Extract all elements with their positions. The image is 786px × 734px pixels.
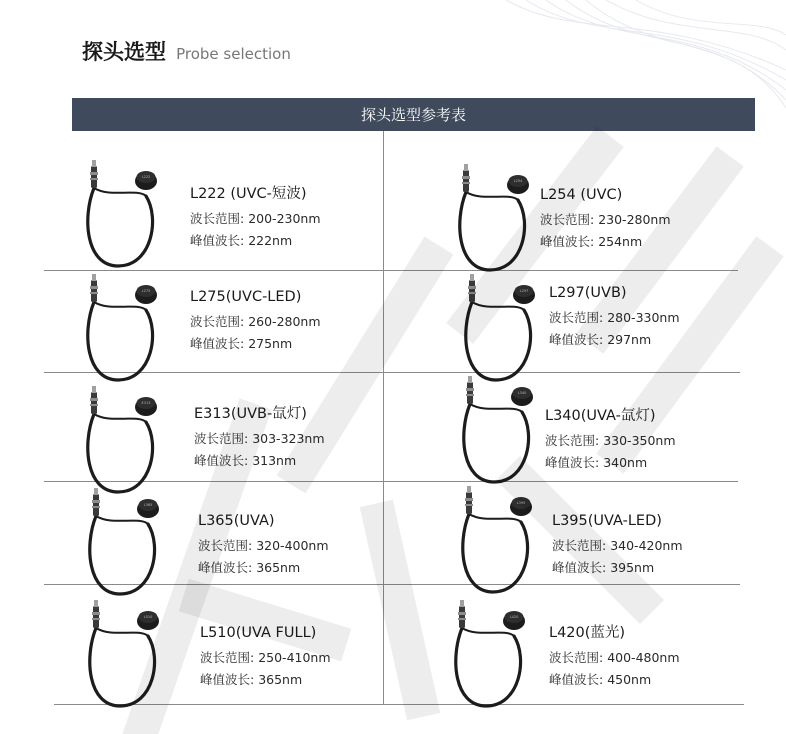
probe-image: [448, 598, 528, 710]
svg-text:E313: E313: [141, 401, 151, 405]
svg-text:L297: L297: [519, 289, 529, 293]
probe-peak: 395nm: [610, 560, 655, 575]
svg-text:L510: L510: [143, 615, 153, 619]
probe-range: 200-230nm: [248, 211, 321, 226]
peak-label: 峰值波长:: [190, 233, 245, 248]
probe-range-line: [194, 428, 325, 450]
probe-range: 320-400nm: [256, 538, 329, 553]
probe-range-line: [190, 311, 321, 333]
probe-image: [82, 598, 162, 710]
range-label: 波长范围:: [545, 433, 600, 448]
probe-info: [549, 282, 680, 351]
probe-peak: 340nm: [603, 455, 648, 470]
svg-text:L340: L340: [517, 391, 527, 395]
probe-range-line: [549, 307, 680, 329]
svg-text:L222: L222: [141, 175, 151, 179]
probe-peak-line: [190, 230, 321, 252]
probe-range-line: [200, 647, 331, 669]
range-label: 波长范围:: [552, 538, 607, 553]
column-divider: [383, 131, 384, 704]
peak-label: 峰值波长:: [200, 672, 255, 687]
range-label: 波长范围:: [198, 538, 253, 553]
svg-text:L275: L275: [141, 289, 151, 293]
probe-image: [458, 272, 538, 384]
probe-info: [540, 184, 671, 253]
probe-peak-line: [549, 329, 680, 351]
probe-peak: 365nm: [256, 560, 301, 575]
svg-text:L420: L420: [509, 615, 519, 619]
probe-peak: 222nm: [248, 233, 293, 248]
probe-info: [549, 622, 680, 691]
probe-info: [190, 286, 321, 355]
probe-name: L275(UVC-LED): [190, 289, 302, 305]
peak-label: 峰值波长:: [190, 336, 245, 351]
peak-label: 峰值波长:: [194, 453, 249, 468]
probe-name: L254 (UVC): [540, 187, 623, 203]
probe-peak: 450nm: [607, 672, 652, 687]
probe-image: [82, 486, 162, 598]
probe-range: 400-480nm: [607, 650, 680, 665]
range-label: 波长范围:: [540, 212, 595, 227]
probe-image: [452, 162, 532, 274]
probe-range: 280-330nm: [607, 310, 680, 325]
probe-info: [198, 510, 329, 579]
probe-range-line: [552, 535, 683, 557]
probe-peak: 275nm: [248, 336, 293, 351]
range-label: 波长范围:: [194, 431, 249, 446]
probe-image: [456, 374, 536, 486]
probe-range: 260-280nm: [248, 314, 321, 329]
probe-peak: 365nm: [258, 672, 303, 687]
probe-peak-line: [552, 557, 683, 579]
probe-peak-line: [200, 669, 331, 691]
probe-peak-line: [194, 450, 325, 472]
probe-peak-line: [545, 452, 676, 474]
probe-name: L297(UVB): [549, 285, 627, 301]
probe-range: 230-280nm: [598, 212, 671, 227]
peak-label: 峰值波长:: [545, 455, 600, 470]
probe-image: [455, 484, 535, 596]
probe-info: [552, 510, 683, 579]
probe-range: 330-350nm: [603, 433, 676, 448]
range-label: 波长范围:: [549, 310, 604, 325]
table-header: 探头选型参考表: [72, 98, 755, 131]
peak-label: 峰值波长:: [549, 672, 604, 687]
probe-name: L510(UVA FULL): [200, 625, 317, 641]
peak-label: 峰值波长:: [198, 560, 253, 575]
range-label: 波长范围:: [190, 211, 245, 226]
page-title: [82, 36, 291, 66]
probe-peak-line: [540, 231, 671, 253]
probe-info: [200, 622, 331, 691]
probe-info: [545, 405, 676, 474]
decorative-waves: [486, 0, 786, 110]
probe-range: 303-323nm: [252, 431, 325, 446]
peak-label: 峰值波长:: [540, 234, 595, 249]
probe-peak-line: [190, 333, 321, 355]
probe-peak-line: [549, 669, 680, 691]
svg-text:L395: L395: [516, 501, 526, 505]
range-label: 波长范围:: [549, 650, 604, 665]
probe-info: [194, 403, 325, 472]
probe-name: E313(UVB-氙灯): [194, 406, 307, 422]
row-divider: [44, 270, 738, 271]
probe-range-line: [190, 208, 321, 230]
probe-peak: 254nm: [598, 234, 643, 249]
probe-range-line: [198, 535, 329, 557]
probe-image: [80, 158, 160, 270]
probe-range: 250-410nm: [258, 650, 331, 665]
page-title-en: Probe selection: [176, 45, 291, 63]
probe-range-line: [540, 209, 671, 231]
svg-text:L254: L254: [513, 179, 523, 183]
probe-peak-line: [198, 557, 329, 579]
probe-range-line: [549, 647, 680, 669]
probe-image: [80, 272, 160, 384]
peak-label: 峰值波长:: [549, 332, 604, 347]
probe-range-line: [545, 430, 676, 452]
probe-name: L395(UVA-LED): [552, 513, 662, 529]
probe-name: L420(蓝光): [549, 625, 626, 641]
page-title-zh: 探头选型: [82, 40, 166, 64]
probe-name: L365(UVA): [198, 513, 275, 529]
probe-peak: 313nm: [252, 453, 297, 468]
probe-peak: 297nm: [607, 332, 652, 347]
range-label: 波长范围:: [190, 314, 245, 329]
range-label: 波长范围:: [200, 650, 255, 665]
probe-name: L340(UVA-氙灯): [545, 408, 656, 424]
probe-name: L222 (UVC-短波): [190, 186, 307, 202]
probe-range: 340-420nm: [610, 538, 683, 553]
probe-info: [190, 183, 321, 252]
probe-image: [80, 384, 160, 496]
peak-label: 峰值波长:: [552, 560, 607, 575]
svg-text:L365: L365: [143, 503, 153, 507]
